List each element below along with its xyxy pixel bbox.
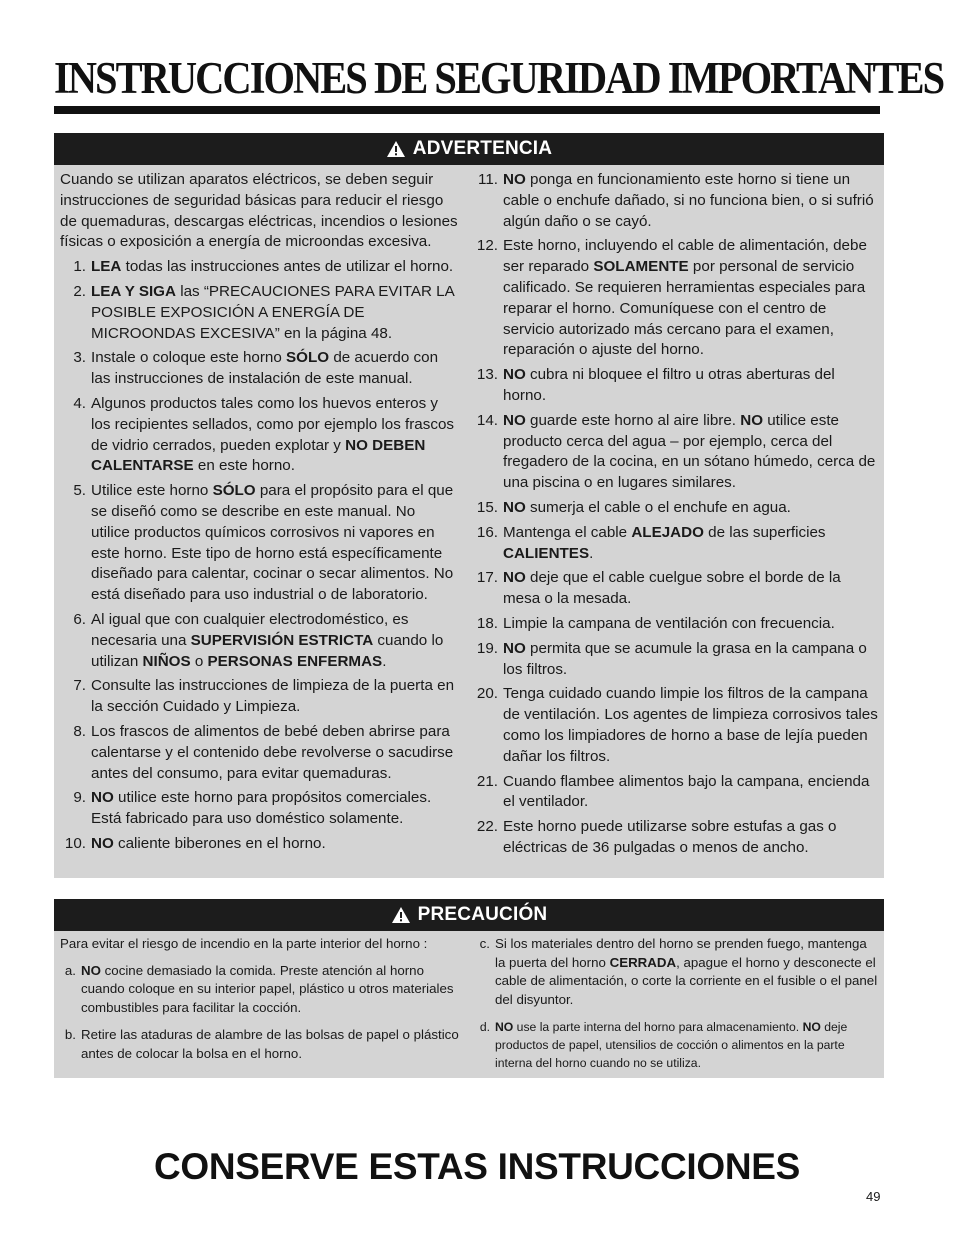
body-text: . [589, 544, 594, 562]
emphasis-text: CALIENTES [503, 544, 590, 562]
body-text: Utilice este horno [91, 482, 213, 500]
list-item-text [503, 772, 880, 814]
list-item-number: 21. [476, 772, 498, 790]
caution-header [54, 899, 884, 931]
list-item-number: 3. [73, 349, 86, 367]
list-item [472, 639, 880, 681]
emphasis-text: NO [495, 1019, 514, 1034]
list-item-number: c. [479, 936, 490, 951]
list-item-number: 19. [476, 639, 498, 657]
emphasis-text: NO [740, 411, 764, 429]
list-item-text [503, 236, 880, 361]
list-item-text [91, 481, 458, 606]
emphasis-text: NO [503, 639, 526, 657]
list-item-number: 6. [73, 610, 86, 628]
body-text: deje productos de papel, utensilios de cocción o alimentos en la parte interna del horno cuando no se utiliza. [495, 1019, 848, 1070]
body-text: Al igual que con cualquier electrodoméstico, es necesaria una [91, 610, 409, 649]
body-text: Si los materiales dentro del horno se prenden fuego, mantenga la puerta del horno [495, 936, 867, 970]
body-text: Cuando flambee alimentos bajo la campana, encienda el ventilador. [503, 772, 870, 811]
emphasis-text: NO [91, 834, 114, 852]
warning-intro: Cuando se utilizan aparatos eléctricos, se deben seguir instrucciones de seguridad básicas para reducir el riesgo de quemaduras, descargas eléctricas, incendios o lesiones físicas o exposición a energía de microondas excesiva. [60, 171, 458, 251]
list-item-text [91, 722, 458, 784]
list-item [60, 676, 458, 718]
list-item [472, 614, 880, 635]
list-item-number: 16. [476, 523, 498, 541]
body-text: cocine demasiado la comida. Preste atención al horno cuando coloque en su interior papel, plástico u otros materiales combustibles para facilitar la cocción. [81, 962, 454, 1016]
list-item-number: a. [64, 962, 76, 978]
list-item [60, 394, 458, 477]
list-item [60, 1026, 464, 1063]
page-title: INSTRUCCIONES DE SEGURIDAD IMPORTANTES [54, 53, 944, 103]
body-text: utilice este horno para propósitos comerciales. Está fabricado para uso doméstico solamente. [91, 789, 432, 828]
list-item-text [91, 610, 458, 672]
list-item-text [503, 498, 880, 519]
list-item [60, 282, 458, 344]
list-item [60, 610, 458, 672]
list-item-text [91, 348, 458, 390]
page-number: 49 [866, 1189, 881, 1204]
list-item-text [91, 834, 458, 855]
list-item-text [91, 788, 458, 830]
list-item [472, 568, 880, 610]
list-item [60, 481, 458, 606]
body-text: sumerja el cable o el enchufe en agua. [525, 498, 791, 516]
list-item [60, 348, 458, 390]
list-item [472, 365, 880, 407]
list-item-number: 18. [476, 614, 498, 632]
list-item-number: 15. [476, 498, 498, 516]
list-item-text [503, 639, 880, 681]
emphasis-text: NO [81, 962, 101, 978]
list-item-number: 9. [73, 789, 86, 807]
body-text: Tenga cuidado cuando limpie los filtros de la campana de ventilación. Los agentes de limpieza corrosivos tales como los limpiadores de horno a base de lejía pueden dañar los filtros. [503, 685, 878, 765]
list-item-text [503, 817, 880, 859]
body-text: para el propósito para el que se diseñó como se describe en este manual. No utilice productos químicos corrosivos ni vapores en este horno. Este tipo de horno está específicamente diseñado para calentar, cocinar o secar alimentos. No está diseñado para uso industrial o de laboratorio. [91, 482, 454, 604]
emphasis-text: NO [503, 366, 526, 384]
emphasis-text: SUPERVISIÓN ESTRICTA [190, 631, 374, 649]
list-item [472, 523, 880, 565]
list-item-text [495, 935, 878, 1010]
list-item [472, 817, 880, 859]
list-item-text [91, 394, 458, 477]
emphasis-text: SÓLO [212, 482, 256, 500]
warning-header [54, 133, 884, 165]
list-item-text [503, 523, 880, 565]
body-text: las “PRECAUCIONES PARA EVITAR LA POSIBLE EXPOSICIÓN A ENERGÍA DE MICROONDAS EXCESIVA” en la página 48. [91, 282, 454, 342]
list-item [472, 170, 880, 232]
caution-intro: Para evitar el riesgo de incendio en la parte interior del horno : [60, 936, 428, 951]
list-item [472, 684, 880, 767]
list-item-number: 17. [476, 569, 498, 587]
list-item-number: 7. [73, 677, 86, 695]
body-text: todas las instrucciones antes de utilizar el horno. [121, 258, 454, 276]
caution-heading: PRECAUCIÓN [417, 904, 548, 925]
body-text: use la parte interna del horno para almacenamiento. [513, 1019, 803, 1034]
title-rule [54, 106, 880, 114]
list-item-text [503, 568, 880, 610]
list-item-number: 10. [64, 834, 86, 852]
body-text: Retire las ataduras de alambre de las bolsas de papel o plástico antes de colocar la bolsa en el horno. [81, 1026, 459, 1061]
emphasis-text: SÓLO [286, 349, 330, 367]
warning-right-column [472, 170, 880, 863]
list-item-text [91, 282, 458, 344]
list-item-text [503, 684, 880, 767]
emphasis-text: ALEJADO [631, 523, 704, 541]
emphasis-text: CERRADA [609, 954, 677, 970]
body-text: permita que se acumule la grasa en la campana o los filtros. [503, 639, 867, 678]
emphasis-text: LEA Y SIGA [91, 282, 176, 300]
body-text: utilice este producto cerca del agua – por ejemplo, cerca del fregadero de la cocina, en un sótano húmedo, cerca de una piscina o en lugares similares. [503, 411, 876, 492]
list-item-text [91, 257, 458, 278]
list-item-number: 11. [478, 171, 498, 188]
list-item [60, 257, 458, 278]
body-text: . [382, 652, 387, 670]
warning-triangle-icon [391, 906, 411, 924]
warning-heading: ADVERTENCIA [412, 138, 553, 159]
body-text: ponga en funcionamiento este horno si tiene un cable o enchufe dañado, si no funciona bien, o si sufrió algún daño o se cayó. [503, 171, 874, 230]
list-item-number: d. [479, 1019, 490, 1034]
list-item [472, 772, 880, 814]
list-item-number: 22. [476, 818, 498, 836]
body-text: cubra ni bloquee el filtro u otras aberturas del horno. [503, 366, 835, 404]
body-text: cuando lo utilizan [91, 631, 444, 670]
list-item-text [91, 676, 458, 718]
body-text: Instale o coloque este horno [91, 349, 287, 367]
list-item-text [503, 365, 880, 407]
body-text: Este horno puede utilizarse sobre estufas a gas o eléctricas de 36 pulgadas o menos de ancho. [503, 818, 837, 856]
list-item-number: 2. [73, 282, 86, 300]
emphasis-text: SOLAMENTE [593, 258, 689, 276]
list-item-number: 20. [476, 685, 498, 703]
list-item-text [81, 1026, 464, 1063]
body-text: Este horno, incluyendo el cable de alimentación, debe ser reparado [503, 237, 867, 276]
list-item [60, 722, 458, 784]
list-item [472, 411, 880, 494]
emphasis-text: NO DEBEN CALENTARSE [91, 436, 426, 475]
body-text: por personal de servicio calificado. Se requieren herramientas especiales para reparar el horno. Comuníquese con el centro de servicio autorizado más cercano para el examen, reparación o ajuste del horno. [503, 258, 866, 359]
emphasis-text: PERSONAS ENFERMAS [207, 652, 383, 670]
warning-triangle-icon [386, 140, 406, 158]
body-text: Limpie la campana de ventilación con frecuencia. [503, 614, 835, 632]
emphasis-text: NO [503, 569, 526, 587]
body-text: Los frascos de alimentos de bebé deben abrirse para calentarse y el contenido debe revolverse o sacudirse antes del consumo, para evitar quemaduras. [91, 722, 454, 782]
warning-panel [54, 133, 884, 878]
body-text: de acuerdo con las instrucciones de instalación de este manual. [91, 349, 439, 388]
list-item-text [503, 170, 880, 232]
list-item-number: 12. [476, 237, 498, 255]
emphasis-text: NO [503, 498, 526, 516]
list-item [60, 962, 464, 1018]
list-item-number: 8. [73, 722, 86, 740]
body-text: deje que el cable cuelgue sobre el borde de la mesa o la mesada. [503, 569, 841, 608]
body-text: caliente biberones en el horno. [113, 834, 326, 852]
caution-right-column [474, 935, 878, 1080]
body-text: Consulte las instrucciones de limpieza de la puerta en la sección Cuidado y Limpieza. [91, 677, 455, 716]
body-text: Algunos productos tales como los huevos enteros y los recipientes sellados, como por ejemplo los frascos de vidrio cerrados, pueden explotar y [91, 394, 454, 454]
emphasis-text: NO [503, 171, 526, 188]
list-item-text [81, 962, 464, 1018]
list-item [472, 498, 880, 519]
body-text: o [190, 652, 208, 670]
body-text: , apague el horno y desconecte el cable de alimentación, o corte la corriente en el fusible o el panel del disyuntor. [495, 954, 878, 1008]
list-item-number: 1. [73, 258, 86, 276]
list-item-number: 4. [73, 394, 86, 412]
list-item-number: 14. [476, 411, 498, 429]
emphasis-text: NO [802, 1019, 821, 1034]
list-item [60, 834, 458, 855]
warning-left-column [60, 170, 458, 859]
body-text: en este horno. [193, 457, 295, 475]
list-item [472, 236, 880, 361]
list-item [60, 788, 458, 830]
emphasis-text: NO [503, 411, 526, 429]
emphasis-text: NIÑOS [142, 652, 191, 670]
list-item-text [503, 614, 880, 635]
emphasis-text: NO [91, 789, 114, 807]
body-text: Mantenga el cable [503, 523, 632, 541]
list-item-number: b. [64, 1026, 76, 1042]
list-item [474, 1018, 878, 1072]
caution-left-column [60, 935, 464, 1071]
emphasis-text: LEA [91, 258, 122, 276]
body-text: guarde este horno al aire libre. [525, 411, 741, 429]
list-item-text [495, 1018, 878, 1072]
list-item-number: 13. [476, 366, 498, 384]
body-text: de las superficies [703, 523, 826, 541]
list-item-number: 5. [73, 482, 86, 500]
conserve-footer: CONSERVE ESTAS INSTRUCCIONES [153, 1146, 801, 1187]
caution-panel [54, 899, 884, 1078]
list-item-text [503, 411, 880, 494]
list-item [474, 935, 878, 1010]
